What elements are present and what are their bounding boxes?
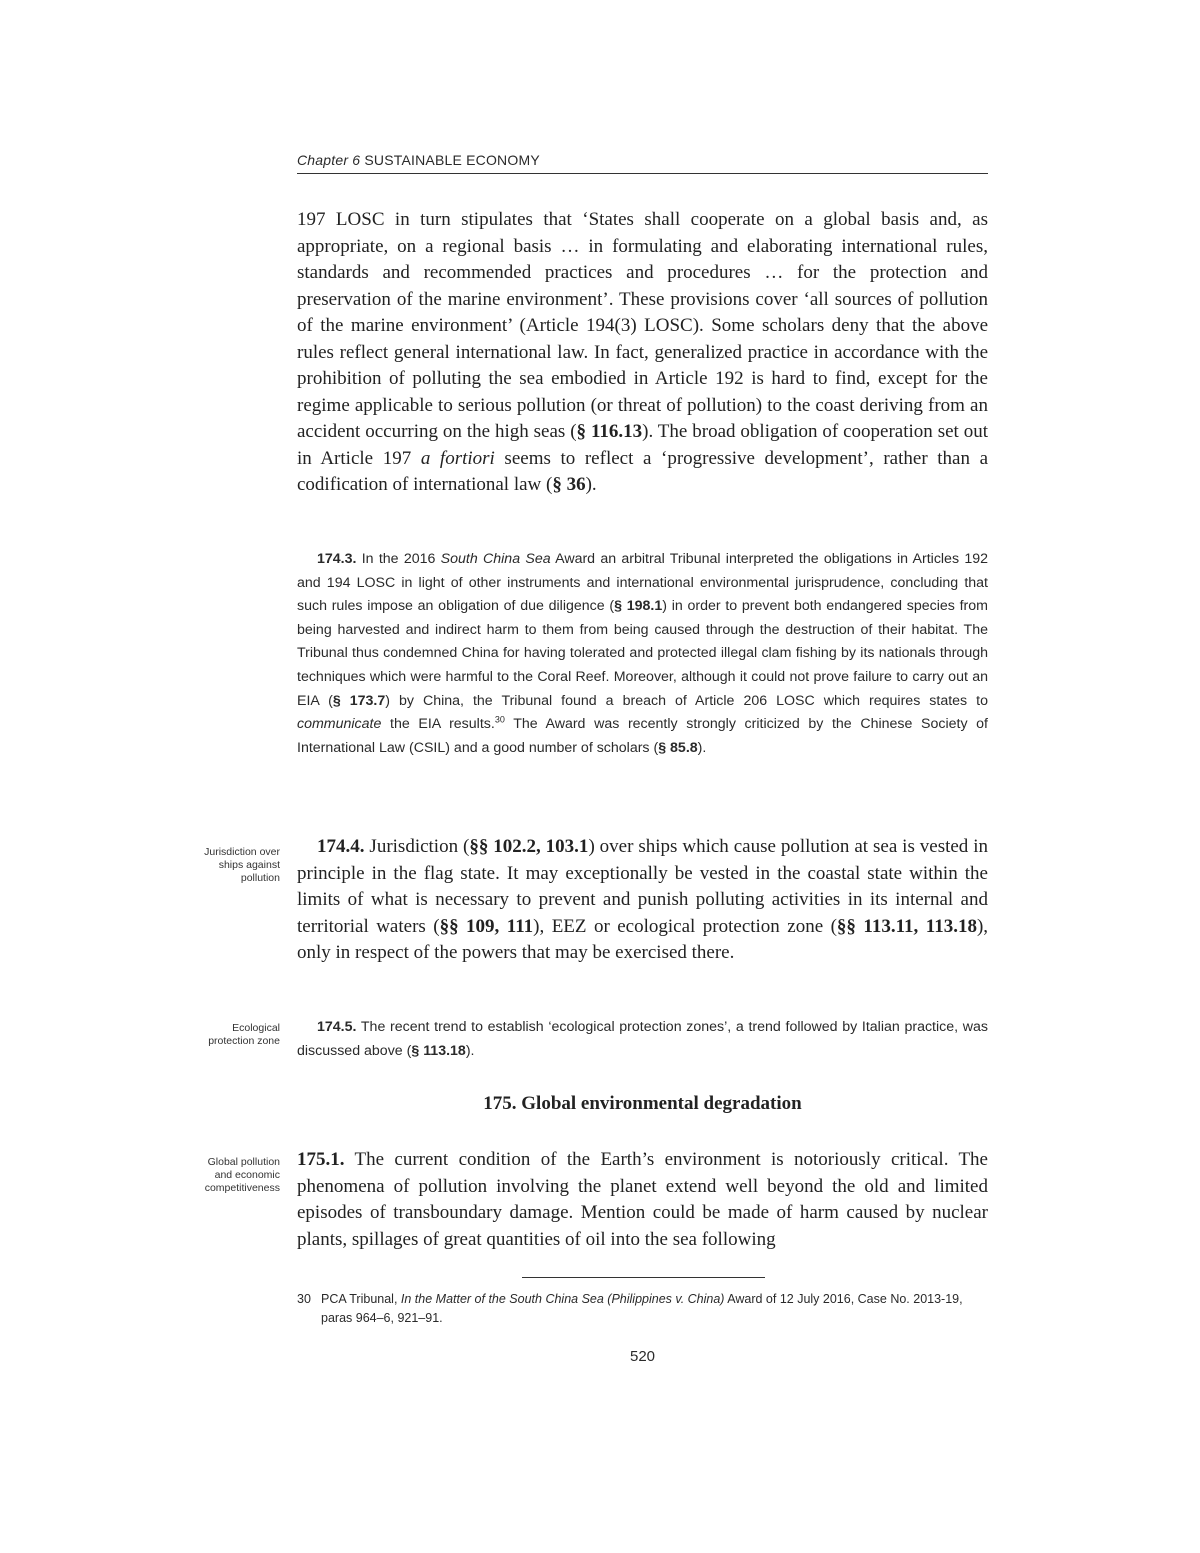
text: Jurisdiction ( (364, 836, 470, 857)
paragraph-174-4 (297, 834, 988, 967)
text: ), only in respect of the powers that may be exercised there. (297, 915, 989, 963)
footnote-separator (522, 1277, 765, 1278)
paragraph-number: 175.1. (297, 1149, 345, 1170)
text: PCA Tribunal, (321, 1292, 401, 1306)
cross-reference: §§ 109, 111 (439, 915, 534, 937)
margin-note-line: and economic (214, 1169, 280, 1181)
paragraph-intro (297, 207, 988, 499)
footnote-marker[interactable]: 30 (494, 714, 505, 725)
paragraph-number: 174.4. (317, 836, 365, 857)
text: ). The broad obligation of cooperation set out in Article 197 (297, 421, 989, 469)
section-heading: 175. Global environmental degradation (483, 1093, 802, 1114)
cross-reference: § 198.1 (614, 598, 663, 615)
margin-note-line: Ecological (232, 1022, 280, 1034)
text: In the 2016 (356, 551, 441, 567)
margin-note-line: Jurisdiction over (204, 846, 280, 858)
margin-note-line: Global pollution (207, 1156, 280, 1168)
text: The Award was recently strongly criticized by the Chinese Society of International Law (CSIL) and a good number of scholars ( (297, 716, 988, 756)
italic-text: communicate (297, 716, 382, 733)
text: The recent trend to establish ‘ecological protection zones’, a trend followed by Italian practice, was discussed above ( (297, 1019, 988, 1059)
text: Award of 12 July 2016, Case No. 2013-19, paras 964–6, 921–91. (321, 1292, 963, 1325)
footnote-number: 30 (297, 1292, 311, 1306)
paragraph-number: 174.5. (317, 1019, 357, 1035)
margin-note-ecological (170, 1022, 280, 1048)
text: ). (697, 739, 707, 756)
text: ) over ships which cause pollution at sea is vested in principle in the flag state. It may exceptionally be vested in the coastal state within the limits of what is necessary to prevent and punish polluting activities in its internal and territorial waters ( (297, 836, 989, 937)
margin-note-line: ships against (218, 859, 280, 871)
case-name: South China Sea (440, 551, 551, 567)
text: Award an arbitral Tribunal interpreted the obligations in Articles 192 and 194 LOSC in light of other instruments and international environmental jurisprudence, concluding that such rules impose an obligation of due diligence ( (297, 551, 988, 615)
text: ). (585, 474, 597, 495)
margin-note-jurisdiction (170, 846, 280, 885)
cross-reference: §§ 102.2, 103.1 (469, 836, 589, 857)
cross-reference: § 116.13 (576, 421, 643, 442)
margin-note-line: protection zone (208, 1035, 280, 1047)
footnote-text (321, 1290, 988, 1328)
text: seems to reflect a ‘progressive development’, rather than a codification of international law ( (297, 447, 989, 495)
chapter-label: Chapter 6 (297, 152, 361, 168)
chapter-title: SUSTAINABLE ECONOMY (364, 152, 540, 168)
margin-note-line: competitiveness (204, 1182, 280, 1194)
italic-text: a fortiori (420, 447, 495, 469)
paragraph-174-3 (297, 548, 988, 760)
cross-reference: § 36 (552, 474, 586, 495)
page-number: 520 (629, 1348, 656, 1365)
footnote (297, 1290, 988, 1328)
cross-reference: §§ 113.11, 113.18 (836, 915, 977, 937)
margin-note-global-pollution (170, 1156, 280, 1195)
cross-reference: § 173.7 (332, 692, 386, 709)
text: ). (465, 1042, 475, 1059)
text: The current condition of the Earth’s environment is notoriously critical. The phenomena of pollution involving the planet extend well beyond the old and limited episodes of transboundary damage. Mention could be made of harm caused by nuclear plants, spillages of great quantities of oil into the sea following (297, 1149, 988, 1250)
case-name: In the Matter of the South China Sea (Philippines v. China) (400, 1292, 725, 1306)
text: ) by China, the Tribunal found a breach of Article 206 LOSC which requires states to (385, 692, 988, 709)
paragraph-175-1 (297, 1147, 988, 1253)
cross-reference: § 113.18 (411, 1042, 466, 1059)
paragraph-number: 174.3. (317, 551, 357, 567)
text: ), EEZ or ecological protection zone ( (533, 915, 837, 937)
text: 197 LOSC in turn stipulates that ‘States shall cooperate on a global basis and, as appropriate, on a regional basis … in formulating and elaborating international rules, standards and recommended practices and procedures … for the protection and preservation of the marine environment’. These provisions cover ‘all sources of pollution of the marine environment’ (Article 194(3) LOSC). Some scholars deny that the above rules reflect general international law. In fact, generalized practice in accordance with the prohibition of polluting the sea embodied in Article 192 is hard to find, except for the regime applicable to serious pollution (or threat of pollution) to the coast deriving from an accident occurring on the high seas ( (297, 209, 988, 442)
text: the EIA results. (381, 716, 495, 733)
cross-reference: § 85.8 (658, 739, 698, 756)
paragraph-174-5 (297, 1016, 988, 1063)
running-header (297, 152, 988, 174)
text: ) in order to prevent both endangered species from being harvested and indirect harm to them from being caused through the destruction of their habitat. The Tribunal thus condemned China for having tolerated and protected illegal clam fishing by its nationals through techniques which were harmful to the Coral Reef. Moreover, although it could not prove failure to carry out an EIA ( (297, 598, 988, 709)
margin-note-line: pollution (240, 872, 280, 884)
